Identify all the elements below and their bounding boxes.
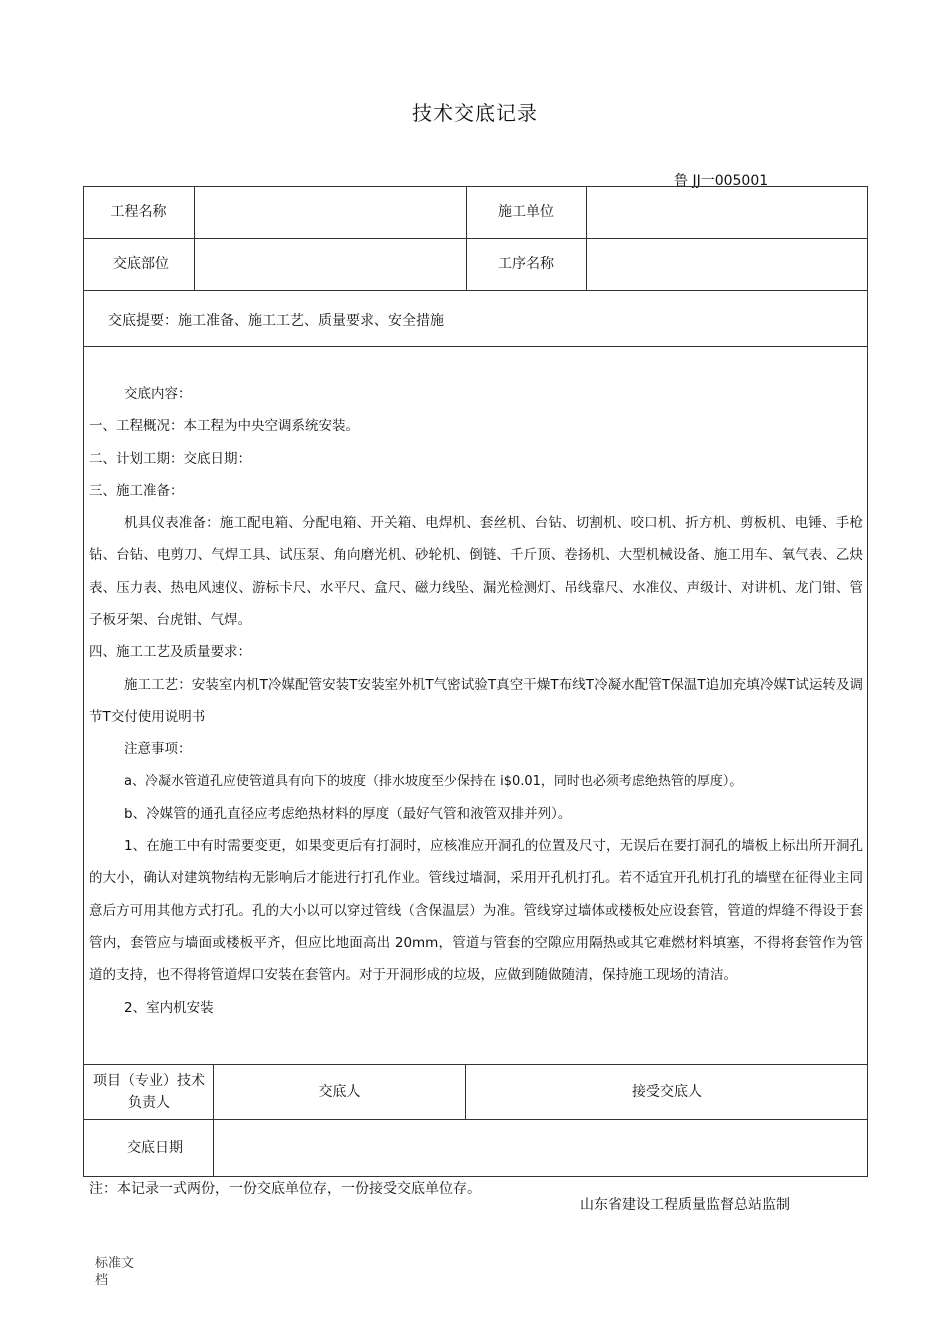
- section-overview: 一、工程概况：本工程为中央空调系统安装。: [89, 418, 359, 435]
- discloser-label: 交底人: [318, 1083, 361, 1100]
- item-1: 1、在施工中有时需要变更，如果变更后有打洞时，应核准应开洞孔的位置及尺寸，无误后在要打洞孔的墙板上标出所开洞孔的大小，确认对建筑物结构无影响后才能进行打孔作业。管线过墙洞，采用开孔机打孔。若不适宜开孔机打孔的墙壁在征得业主同意后方可用其他方式打孔。孔的大小以可以穿过管线（含保温层）为准。管线穿过墙体或楼板处应设套管，管道的焊缝不得设于套管内，套管应与墙面或楼板平齐，但应比地面高出 20mm，管道与管套的空隙应用隔热或其它难燃材料填塞，不得将套管作为管道的支持，也不得将管道焊口安装在套管内。对于开洞形成的垃圾，应做到随做随清，保持施工现场的清洁。: [89, 838, 863, 984]
- tech-lead-label: 项目（专业）技术负责人: [93, 1072, 205, 1111]
- date-field[interactable]: [214, 1119, 868, 1177]
- process-name-field[interactable]: [587, 238, 868, 290]
- disclosure-content: [89, 378, 863, 1024]
- location-field[interactable]: [195, 238, 466, 290]
- contractor-label: 施工单位: [498, 204, 554, 220]
- row-divider: [83, 346, 868, 347]
- footer-text: 标准文档: [95, 1256, 135, 1288]
- note-b: b、冷媒管的通孔直径应考虑绝热材料的厚度（最好气管和液管双排并列）。: [124, 805, 572, 822]
- section-preparation: 三、施工准备：: [89, 482, 184, 499]
- receiver-label: 接受交底人: [632, 1083, 702, 1100]
- content-heading: 交底内容：: [124, 386, 192, 402]
- document-number: 鲁 JJ一005001: [674, 173, 769, 189]
- record-note: 注：本记录一式两份，一份交底单位存，一份接受交底单位存。: [89, 1181, 481, 1197]
- section-process: 四、施工工艺及质量要求：: [89, 644, 251, 661]
- disclosure-summary: 交底提要：施工准备、施工工艺、质量要求、安全措施: [108, 313, 444, 329]
- section-schedule: 二、计划工期：交底日期：: [89, 450, 251, 467]
- process-name-label: 工序名称: [498, 256, 554, 272]
- date-label: 交底日期: [127, 1140, 183, 1156]
- project-name-label: 工程名称: [110, 204, 167, 220]
- equipment-list: 机具仪表准备：施工配电箱、分配电箱、开关箱、电焊机、套丝机、台钻、切割机、咬口机、折方机、剪板机、电锤、手枪钻、台钻、电剪刀、气焊工具、试压泵、角向磨光机、砂轮机、倒链、千斤顶、卷扬机、大型机械设备、施工用车、氧气表、乙炔表、压力表、热电风速仪、游标卡尺、水平尺、盒尺、磁力线坠、漏光检测灯、吊线靠尺、水准仪、声级计、对讲机、龙门钳、管子板牙架、台虎钳、气焊。: [89, 515, 863, 629]
- contractor-field[interactable]: [587, 186, 868, 238]
- notes-heading: 注意事项：: [124, 741, 192, 758]
- project-name-field[interactable]: [195, 186, 466, 238]
- supervisor-label: 山东省建设工程质量监督总站监制: [580, 1197, 790, 1213]
- document-title: 技术交底记录: [412, 101, 538, 125]
- process-steps: 施工工艺：安装室内机T冷媒配管安装T安装室外机T气密试验T真空干燥T布线T冷凝水配管T保温T追加充填冷媒T试运转及调节T交付使用说明书: [89, 676, 863, 725]
- note-a: a、冷凝水管道孔应使管道具有向下的坡度（排水坡度至少保持在 i$0.01，同时也必须考虑绝热管的厚度）。: [124, 773, 743, 789]
- item-2: 2、室内机安装: [124, 999, 214, 1016]
- row-divider: [83, 290, 868, 291]
- location-label: 交底部位: [113, 256, 169, 272]
